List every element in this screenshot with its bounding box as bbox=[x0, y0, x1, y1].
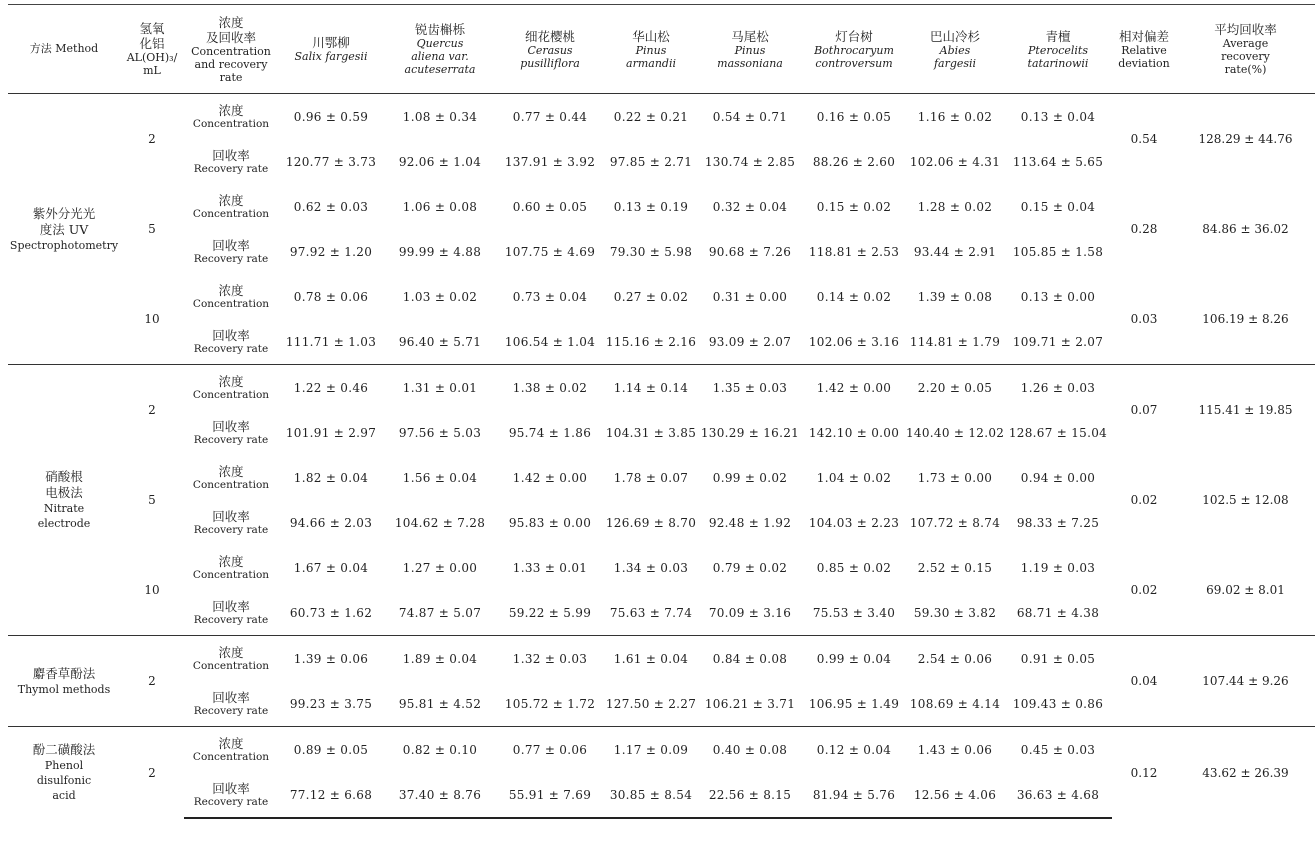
value-cell: 111.71 ± 1.03 bbox=[285, 334, 377, 349]
species-zh: 川鄂柳 bbox=[312, 35, 350, 50]
value-cell: 0.13 ± 0.00 bbox=[1020, 289, 1096, 304]
header-avg-en2: recovery bbox=[1221, 50, 1270, 63]
value-cell: 1.26 ± 0.03 bbox=[1004, 365, 1112, 411]
rec-label-zh: 回收率 bbox=[212, 419, 250, 434]
method-cell bbox=[8, 636, 120, 727]
value-cell: 0.27 ± 0.02 bbox=[613, 289, 689, 304]
value-cell: 1.42 ± 0.00 bbox=[802, 365, 906, 411]
value-cell: 96.40 ± 5.71 bbox=[398, 334, 482, 349]
header-species-1 bbox=[278, 5, 384, 94]
al-volume-cell: 5 bbox=[148, 222, 156, 236]
value-cell: 99.23 ± 3.75 bbox=[289, 696, 373, 711]
species-latin: pusilliflora bbox=[520, 56, 580, 70]
header-rel-dev-en1: Relative bbox=[1121, 43, 1167, 57]
value-cell: 109.43 ± 0.86 bbox=[1012, 696, 1104, 711]
header-method-zh: 方法 bbox=[29, 42, 52, 55]
value-cell: 114.81 ± 1.79 bbox=[909, 334, 1001, 349]
table-row bbox=[8, 184, 1315, 229]
value-cell: 1.19 ± 0.03 bbox=[1020, 560, 1096, 575]
method-name-en: Nitrate bbox=[43, 502, 85, 515]
header-avg-en1: Average bbox=[1222, 37, 1269, 50]
value-cell: 1.78 ± 0.07 bbox=[613, 470, 689, 485]
species-latin: Bothrocaryum bbox=[814, 43, 894, 57]
average-recovery-cell: 43.62 ± 26.39 bbox=[1176, 727, 1315, 819]
value-cell: 0.85 ± 0.02 bbox=[816, 560, 892, 575]
recovery-rate-label bbox=[184, 681, 278, 727]
value-cell: 105.72 ± 1.72 bbox=[504, 696, 596, 711]
value-cell: 1.56 ± 0.04 bbox=[402, 470, 478, 485]
conc-label-zh: 浓度 bbox=[218, 374, 244, 389]
conc-label-zh: 浓度 bbox=[218, 645, 244, 660]
value-cell: 1.06 ± 0.08 bbox=[402, 199, 478, 214]
method-name-zh: 紫外分光光 bbox=[32, 205, 96, 221]
rec-label-zh: 回收率 bbox=[212, 599, 250, 614]
header-al-line3: AL(OH)₃/ bbox=[126, 51, 178, 64]
conc-label-en: Concentration bbox=[192, 118, 270, 130]
value-cell: 1.17 ± 0.09 bbox=[604, 727, 698, 773]
table-row bbox=[8, 94, 1315, 140]
value-cell: 59.30 ± 3.82 bbox=[913, 605, 997, 620]
header-type-en2: and recovery bbox=[194, 57, 268, 71]
species-zh: 灯台树 bbox=[835, 28, 873, 44]
value-cell: 108.69 ± 4.14 bbox=[909, 696, 1001, 711]
value-cell: 1.14 ± 0.14 bbox=[604, 365, 698, 411]
method-name-en: electrode bbox=[37, 517, 91, 530]
conc-label-en: Concentration bbox=[192, 751, 270, 763]
value-cell: 0.99 ± 0.04 bbox=[802, 636, 906, 682]
table-body bbox=[8, 94, 1315, 819]
value-cell: 0.82 ± 0.10 bbox=[384, 727, 496, 773]
value-cell: 2.52 ± 0.15 bbox=[917, 560, 993, 575]
value-cell: 142.10 ± 0.00 bbox=[808, 425, 900, 440]
value-cell: 0.14 ± 0.02 bbox=[816, 289, 892, 304]
average-recovery-cell: 84.86 ± 36.02 bbox=[1202, 222, 1289, 236]
method-name-en: acid bbox=[52, 789, 76, 802]
concentration-label bbox=[184, 727, 278, 773]
header-rel-dev-en2: deviation bbox=[1118, 56, 1170, 70]
value-cell: 0.73 ± 0.04 bbox=[512, 289, 588, 304]
value-cell: 70.09 ± 3.16 bbox=[708, 605, 792, 620]
header-species-3 bbox=[496, 5, 604, 94]
value-cell: 102.06 ± 3.16 bbox=[808, 334, 900, 349]
value-cell: 1.39 ± 0.06 bbox=[278, 636, 384, 682]
relative-deviation-cell: 0.54 bbox=[1112, 94, 1176, 185]
al-volume-cell: 2 bbox=[120, 365, 184, 456]
value-cell: 0.60 ± 0.05 bbox=[512, 199, 588, 214]
al-volume-cell: 10 bbox=[144, 312, 160, 326]
value-cell: 113.64 ± 5.65 bbox=[1012, 154, 1104, 169]
al-volume-cell: 2 bbox=[120, 636, 184, 727]
value-cell: 106.95 ± 1.49 bbox=[808, 696, 900, 711]
species-latin: fargesii bbox=[933, 56, 977, 70]
value-cell: 0.12 ± 0.04 bbox=[802, 727, 906, 773]
value-cell: 106.21 ± 3.71 bbox=[704, 696, 796, 711]
value-cell: 0.84 ± 0.08 bbox=[698, 636, 802, 682]
value-cell: 104.03 ± 2.23 bbox=[808, 515, 900, 530]
rec-label-en: Recovery rate bbox=[193, 524, 269, 536]
rec-label-en: Recovery rate bbox=[193, 434, 269, 446]
method-name-en: Phenol bbox=[44, 759, 84, 772]
value-cell: 81.94 ± 5.76 bbox=[802, 772, 906, 818]
value-cell: 128.67 ± 15.04 bbox=[1008, 425, 1108, 440]
header-species-2 bbox=[384, 5, 496, 94]
value-cell: 94.66 ± 2.03 bbox=[289, 515, 373, 530]
value-cell: 1.35 ± 0.03 bbox=[698, 365, 802, 411]
value-cell: 2.54 ± 0.06 bbox=[906, 636, 1004, 682]
header-al bbox=[120, 5, 184, 94]
method-cell bbox=[8, 94, 120, 365]
species-latin: armandii bbox=[626, 56, 676, 70]
value-cell: 0.91 ± 0.05 bbox=[1004, 636, 1112, 682]
value-cell: 93.09 ± 2.07 bbox=[708, 334, 792, 349]
value-cell: 59.22 ± 5.99 bbox=[508, 605, 592, 620]
rec-label-zh: 回收率 bbox=[212, 690, 250, 705]
average-recovery-cell: 107.44 ± 9.26 bbox=[1176, 636, 1315, 727]
value-cell: 97.85 ± 2.71 bbox=[609, 154, 693, 169]
header-species-6 bbox=[802, 5, 906, 94]
concentration-label bbox=[184, 365, 278, 411]
header-type-zh2: 及回收率 bbox=[205, 29, 256, 45]
value-cell: 130.29 ± 16.21 bbox=[700, 425, 800, 440]
value-cell: 75.53 ± 3.40 bbox=[812, 605, 896, 620]
table-row bbox=[8, 545, 1315, 590]
relative-deviation-cell: 0.04 bbox=[1112, 636, 1176, 727]
concentration-label bbox=[184, 94, 278, 140]
concentration-label bbox=[184, 274, 278, 319]
value-cell: 130.74 ± 2.85 bbox=[704, 154, 796, 169]
header-species-5 bbox=[698, 5, 802, 94]
species-zh: 华山松 bbox=[632, 28, 670, 44]
value-cell: 79.30 ± 5.98 bbox=[609, 244, 693, 259]
relative-deviation-cell: 0.03 bbox=[1130, 312, 1158, 326]
conc-label-zh: 浓度 bbox=[218, 736, 244, 751]
relative-deviation-cell: 0.12 bbox=[1112, 727, 1176, 819]
value-cell: 107.75 ± 4.69 bbox=[504, 244, 596, 259]
concentration-label bbox=[184, 455, 278, 500]
value-cell: 0.96 ± 0.59 bbox=[278, 94, 384, 140]
average-recovery-cell: 102.5 ± 12.08 bbox=[1202, 493, 1289, 507]
relative-deviation-cell: 0.07 bbox=[1112, 365, 1176, 456]
conc-label-en: Concentration bbox=[192, 479, 270, 491]
value-cell: 98.33 ± 7.25 bbox=[1016, 515, 1100, 530]
recovery-rate-label bbox=[184, 319, 278, 365]
value-cell: 1.16 ± 0.02 bbox=[906, 94, 1004, 140]
species-latin: Pterocelits bbox=[1028, 43, 1088, 57]
species-latin: acuteserrata bbox=[404, 63, 476, 76]
value-cell: 92.48 ± 1.92 bbox=[708, 515, 792, 530]
conc-label-en: Concentration bbox=[192, 569, 270, 581]
value-cell: 1.31 ± 0.01 bbox=[384, 365, 496, 411]
al-volume-cell: 10 bbox=[144, 583, 160, 597]
value-cell: 88.26 ± 2.60 bbox=[812, 154, 896, 169]
value-cell: 0.94 ± 0.00 bbox=[1020, 470, 1096, 485]
header-species-4 bbox=[604, 5, 698, 94]
conc-label-zh: 浓度 bbox=[218, 464, 244, 479]
method-cell bbox=[8, 365, 120, 636]
table-row bbox=[8, 455, 1315, 500]
rec-label-zh: 回收率 bbox=[212, 781, 250, 796]
species-latin: controversum bbox=[815, 56, 893, 70]
al-volume-cell: 5 bbox=[148, 493, 156, 507]
value-cell: 0.99 ± 0.02 bbox=[712, 470, 788, 485]
header-rel-dev bbox=[1112, 5, 1176, 94]
rec-label-zh: 回收率 bbox=[212, 148, 250, 163]
header-avg bbox=[1176, 5, 1315, 94]
value-cell: 95.74 ± 1.86 bbox=[508, 425, 592, 440]
value-cell: 12.56 ± 4.06 bbox=[906, 772, 1004, 818]
value-cell: 0.45 ± 0.03 bbox=[1004, 727, 1112, 773]
relative-deviation-cell: 0.28 bbox=[1130, 222, 1158, 236]
value-cell: 93.44 ± 2.91 bbox=[913, 244, 997, 259]
conc-label-en: Concentration bbox=[192, 298, 270, 310]
value-cell: 104.62 ± 7.28 bbox=[394, 515, 486, 530]
value-cell: 1.61 ± 0.04 bbox=[604, 636, 698, 682]
value-cell: 115.16 ± 2.16 bbox=[605, 334, 697, 349]
species-latin: Cerasus bbox=[527, 43, 573, 57]
rec-label-zh: 回收率 bbox=[212, 328, 250, 343]
value-cell: 1.04 ± 0.02 bbox=[816, 470, 892, 485]
recovery-rate-label bbox=[184, 410, 278, 455]
header-type-zh: 浓度 bbox=[218, 14, 244, 30]
value-cell: 97.56 ± 5.03 bbox=[398, 425, 482, 440]
table-row bbox=[8, 727, 1315, 773]
value-cell: 2.20 ± 0.05 bbox=[906, 365, 1004, 411]
rec-label-en: Recovery rate bbox=[193, 796, 269, 808]
average-recovery-cell: 128.29 ± 44.76 bbox=[1176, 94, 1315, 185]
value-cell: 1.28 ± 0.02 bbox=[917, 199, 993, 214]
value-cell: 1.42 ± 0.00 bbox=[512, 470, 588, 485]
method-name-en: Thymol methods bbox=[17, 682, 111, 696]
value-cell: 0.89 ± 0.05 bbox=[278, 727, 384, 773]
value-cell: 104.31 ± 3.85 bbox=[605, 425, 697, 440]
value-cell: 1.89 ± 0.04 bbox=[384, 636, 496, 682]
value-cell: 1.32 ± 0.03 bbox=[496, 636, 604, 682]
table-row bbox=[8, 365, 1315, 411]
value-cell: 37.40 ± 8.76 bbox=[384, 772, 496, 818]
table-row bbox=[8, 274, 1315, 319]
value-cell: 95.83 ± 0.00 bbox=[508, 515, 592, 530]
conc-label-zh: 浓度 bbox=[218, 103, 244, 118]
concentration-label bbox=[184, 636, 278, 682]
value-cell: 120.77 ± 3.73 bbox=[285, 154, 377, 169]
species-zh: 青檀 bbox=[1045, 28, 1071, 44]
value-cell: 77.12 ± 6.68 bbox=[278, 772, 384, 818]
value-cell: 118.81 ± 2.53 bbox=[808, 244, 900, 259]
value-cell: 30.85 ± 8.54 bbox=[604, 772, 698, 818]
value-cell: 105.85 ± 1.58 bbox=[1012, 244, 1104, 259]
header-method bbox=[8, 5, 120, 94]
value-cell: 22.56 ± 8.15 bbox=[698, 772, 802, 818]
value-cell: 0.54 ± 0.71 bbox=[698, 94, 802, 140]
species-latin: tatarinowii bbox=[1027, 56, 1089, 70]
header-type-en3: rate bbox=[219, 70, 243, 84]
rec-label-en: Recovery rate bbox=[193, 614, 269, 626]
species-latin: Pinus bbox=[734, 43, 766, 57]
results-table bbox=[8, 4, 1315, 819]
recovery-rate-label bbox=[184, 139, 278, 184]
value-cell: 0.40 ± 0.08 bbox=[698, 727, 802, 773]
value-cell: 97.92 ± 1.20 bbox=[289, 244, 373, 259]
value-cell: 1.38 ± 0.02 bbox=[496, 365, 604, 411]
value-cell: 1.33 ± 0.01 bbox=[512, 560, 588, 575]
header-avg-en3: rate(%) bbox=[1224, 63, 1267, 76]
value-cell: 0.78 ± 0.06 bbox=[293, 289, 369, 304]
value-cell: 1.08 ± 0.34 bbox=[384, 94, 496, 140]
value-cell: 1.34 ± 0.03 bbox=[613, 560, 689, 575]
method-name-zh: 电极法 bbox=[45, 485, 83, 500]
species-latin: Pinus bbox=[635, 43, 667, 57]
species-zh: 巴山冷杉 bbox=[929, 28, 980, 44]
method-name-en: disulfonic bbox=[36, 774, 92, 787]
species-latin: Abies bbox=[939, 43, 971, 57]
concentration-label bbox=[184, 545, 278, 590]
value-cell: 1.03 ± 0.02 bbox=[402, 289, 478, 304]
value-cell: 1.39 ± 0.08 bbox=[917, 289, 993, 304]
header-species-8 bbox=[1004, 5, 1112, 94]
header-al-line1: 氢氧 bbox=[139, 21, 165, 36]
value-cell: 0.77 ± 0.44 bbox=[496, 94, 604, 140]
recovery-rate-label bbox=[184, 229, 278, 274]
method-cell bbox=[8, 727, 120, 819]
value-cell: 0.79 ± 0.02 bbox=[712, 560, 788, 575]
value-cell: 74.87 ± 5.07 bbox=[398, 605, 482, 620]
header-species-7 bbox=[906, 5, 1004, 94]
value-cell: 1.73 ± 0.00 bbox=[917, 470, 993, 485]
header-method-en: Method bbox=[55, 42, 99, 55]
species-latin: aliena var. bbox=[411, 50, 469, 63]
value-cell: 1.27 ± 0.00 bbox=[402, 560, 478, 575]
recovery-rate-label bbox=[184, 590, 278, 636]
value-cell: 0.32 ± 0.04 bbox=[712, 199, 788, 214]
conc-label-zh: 浓度 bbox=[218, 283, 244, 298]
value-cell: 36.63 ± 4.68 bbox=[1004, 772, 1112, 818]
value-cell: 140.40 ± 12.02 bbox=[906, 425, 1004, 440]
value-cell: 99.99 ± 4.88 bbox=[398, 244, 482, 259]
header-type bbox=[184, 5, 278, 94]
relative-deviation-cell: 0.02 bbox=[1130, 583, 1158, 597]
value-cell: 126.69 ± 8.70 bbox=[605, 515, 697, 530]
value-cell: 0.15 ± 0.02 bbox=[816, 199, 892, 214]
value-cell: 0.77 ± 0.06 bbox=[496, 727, 604, 773]
rec-label-zh: 回收率 bbox=[212, 509, 250, 524]
header-avg-zh: 平均回收率 bbox=[1214, 22, 1277, 37]
method-name-zh: 麝香草酚法 bbox=[32, 665, 96, 681]
conc-label-zh: 浓度 bbox=[218, 193, 244, 208]
conc-label-en: Concentration bbox=[192, 660, 270, 672]
header-type-en1: Concentration bbox=[191, 44, 271, 58]
value-cell: 90.68 ± 7.26 bbox=[708, 244, 792, 259]
conc-label-en: Concentration bbox=[192, 208, 270, 220]
value-cell: 137.91 ± 3.92 bbox=[504, 154, 596, 169]
value-cell: 1.82 ± 0.04 bbox=[293, 470, 369, 485]
value-cell: 109.71 ± 2.07 bbox=[1012, 334, 1104, 349]
species-latin: Salix fargesii bbox=[294, 50, 368, 63]
conc-label-en: Concentration bbox=[192, 389, 270, 401]
rec-label-zh: 回收率 bbox=[212, 238, 250, 253]
species-zh: 马尾松 bbox=[731, 28, 769, 44]
value-cell: 60.73 ± 1.62 bbox=[289, 605, 373, 620]
value-cell: 95.81 ± 4.52 bbox=[398, 696, 482, 711]
header-al-line2: 化铝 bbox=[139, 36, 165, 51]
value-cell: 0.22 ± 0.21 bbox=[604, 94, 698, 140]
value-cell: 68.71 ± 4.38 bbox=[1016, 605, 1100, 620]
value-cell: 92.06 ± 1.04 bbox=[398, 154, 482, 169]
header-rel-dev-zh: 相对偏差 bbox=[1118, 28, 1169, 44]
value-cell: 0.16 ± 0.05 bbox=[802, 94, 906, 140]
al-volume-cell: 2 bbox=[120, 94, 184, 185]
value-cell: 0.15 ± 0.04 bbox=[1020, 199, 1096, 214]
value-cell: 107.72 ± 8.74 bbox=[909, 515, 1001, 530]
al-volume-cell: 2 bbox=[120, 727, 184, 819]
value-cell: 0.13 ± 0.19 bbox=[613, 199, 689, 214]
method-name-zh: 硝酸根 bbox=[45, 469, 83, 484]
species-zh: 锐齿槲栎 bbox=[414, 22, 465, 37]
value-cell: 102.06 ± 4.31 bbox=[909, 154, 1001, 169]
value-cell: 0.31 ± 0.00 bbox=[712, 289, 788, 304]
species-zh: 细花樱桃 bbox=[524, 28, 575, 44]
conc-label-zh: 浓度 bbox=[218, 554, 244, 569]
rec-label-en: Recovery rate bbox=[193, 705, 269, 717]
value-cell: 127.50 ± 2.27 bbox=[605, 696, 697, 711]
value-cell: 75.63 ± 7.74 bbox=[609, 605, 693, 620]
method-name-zh: 酚二磺酸法 bbox=[32, 742, 96, 757]
rec-label-en: Recovery rate bbox=[193, 253, 269, 265]
value-cell: 106.54 ± 1.04 bbox=[504, 334, 596, 349]
recovery-rate-label bbox=[184, 772, 278, 818]
rec-label-en: Recovery rate bbox=[193, 163, 269, 175]
species-latin: massoniana bbox=[717, 56, 783, 70]
value-cell: 1.43 ± 0.06 bbox=[906, 727, 1004, 773]
average-recovery-cell: 69.02 ± 8.01 bbox=[1206, 583, 1285, 597]
value-cell: 1.22 ± 0.46 bbox=[278, 365, 384, 411]
value-cell: 0.13 ± 0.04 bbox=[1004, 94, 1112, 140]
value-cell: 0.62 ± 0.03 bbox=[293, 199, 369, 214]
value-cell: 101.91 ± 2.97 bbox=[285, 425, 377, 440]
value-cell: 55.91 ± 7.69 bbox=[496, 772, 604, 818]
table-row bbox=[8, 636, 1315, 682]
average-recovery-cell: 115.41 ± 19.85 bbox=[1176, 365, 1315, 456]
method-name-en: Spectrophotometry bbox=[9, 238, 119, 252]
header-al-line4: mL bbox=[143, 64, 161, 77]
concentration-label bbox=[184, 184, 278, 229]
value-cell: 1.67 ± 0.04 bbox=[293, 560, 369, 575]
average-recovery-cell: 106.19 ± 8.26 bbox=[1202, 312, 1289, 326]
relative-deviation-cell: 0.02 bbox=[1130, 493, 1158, 507]
method-name-zh: 度法 UV bbox=[39, 221, 89, 237]
species-latin: Quercus bbox=[416, 37, 464, 50]
rec-label-en: Recovery rate bbox=[193, 343, 269, 355]
header-row bbox=[8, 5, 1315, 94]
recovery-rate-label bbox=[184, 500, 278, 545]
